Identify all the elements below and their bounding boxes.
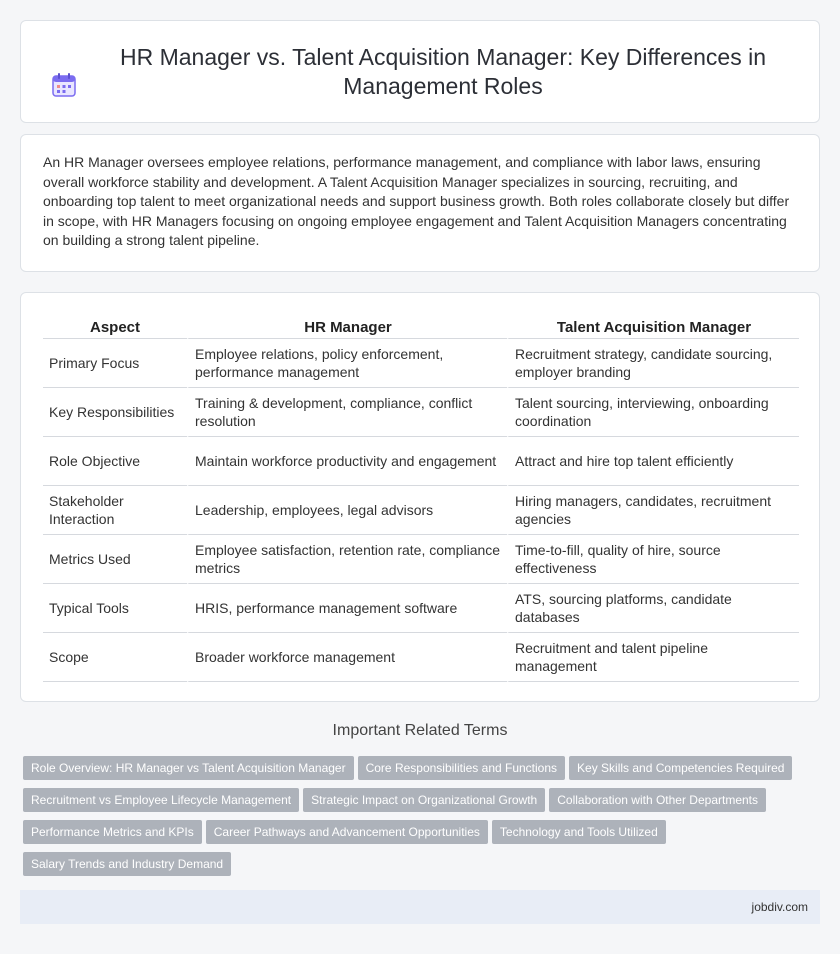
- related-term-tag[interactable]: Performance Metrics and KPIs: [23, 820, 202, 844]
- related-term-tag[interactable]: Role Overview: HR Manager vs Talent Acquisition Manager: [23, 756, 354, 780]
- calendar-icon: [50, 71, 78, 99]
- footer-site-link[interactable]: jobdiv.com: [751, 900, 808, 914]
- related-terms-title: Important Related Terms: [332, 722, 508, 739]
- table-header-row: [43, 315, 799, 339]
- cell-ta-manager: Talent sourcing, interviewing, onboarding coordination: [507, 388, 799, 437]
- cell-aspect: Stakeholder Interaction: [43, 486, 187, 535]
- cell-ta-manager: Recruitment and talent pipeline management: [507, 633, 799, 682]
- table-row: [43, 339, 799, 388]
- related-term-tag[interactable]: Strategic Impact on Organizational Growth: [303, 788, 545, 812]
- table-row: [43, 486, 799, 535]
- table-row: [43, 437, 799, 486]
- cell-ta-manager: Recruitment strategy, candidate sourcing, employer branding: [507, 339, 799, 388]
- header-ta-manager: Talent Acquisition Manager: [507, 315, 799, 339]
- footer: [20, 890, 820, 924]
- cell-aspect: Key Responsibilities: [43, 388, 187, 437]
- cell-aspect: Scope: [43, 633, 187, 682]
- related-term-tag[interactable]: Recruitment vs Employee Lifecycle Management: [23, 788, 299, 812]
- cell-aspect: Primary Focus: [43, 339, 187, 388]
- related-term-tag[interactable]: Collaboration with Other Departments: [549, 788, 766, 812]
- related-term-tag[interactable]: Career Pathways and Advancement Opportunities: [206, 820, 488, 844]
- table-row: [43, 584, 799, 633]
- cell-hr-manager: Maintain workforce productivity and engagement: [187, 437, 507, 486]
- intro-card: [20, 134, 820, 272]
- header-hr-manager: HR Manager: [187, 315, 507, 339]
- table-row: [43, 388, 799, 437]
- related-term-tag[interactable]: Core Responsibilities and Functions: [358, 756, 565, 780]
- cell-hr-manager: Employee satisfaction, retention rate, compliance metrics: [187, 535, 507, 584]
- table-row: [43, 535, 799, 584]
- cell-hr-manager: Training & development, compliance, conflict resolution: [187, 388, 507, 437]
- cell-ta-manager: Hiring managers, candidates, recruitment agencies: [507, 486, 799, 535]
- page-title: HR Manager vs. Talent Acquisition Manager: Key Differences in Management Roles: [119, 43, 767, 99]
- cell-ta-manager: Attract and hire top talent efficiently: [507, 437, 799, 486]
- cell-hr-manager: Leadership, employees, legal advisors: [187, 486, 507, 535]
- intro-text: An HR Manager oversees employee relations, performance management, and compliance with labor laws, ensuring overall workforce stability and development. A Talent Acquisition Manager specializes in sourcing, recruiting, and onboarding top talent to meet organizational needs and support business growth. Both roles collaborate closely but differ in scope, with HR Managers focusing on ongoing employee engagement and Talent Acquisition Managers concentrating on building a strong talent pipeline.: [43, 154, 790, 249]
- related-term-tag[interactable]: Technology and Tools Utilized: [492, 820, 666, 844]
- comparison-table: [43, 315, 799, 682]
- header-aspect: Aspect: [43, 315, 187, 339]
- cell-hr-manager: HRIS, performance management software: [187, 584, 507, 633]
- table-row: [43, 633, 799, 682]
- related-terms-list: [23, 756, 813, 884]
- cell-ta-manager: Time-to-fill, quality of hire, source effectiveness: [507, 535, 799, 584]
- comparison-table-card: [20, 292, 820, 702]
- related-term-tag[interactable]: Salary Trends and Industry Demand: [23, 852, 231, 876]
- cell-aspect: Metrics Used: [43, 535, 187, 584]
- cell-aspect: Role Objective: [43, 437, 187, 486]
- cell-aspect: Typical Tools: [43, 584, 187, 633]
- cell-hr-manager: Broader workforce management: [187, 633, 507, 682]
- title-card: [20, 20, 820, 123]
- cell-hr-manager: Employee relations, policy enforcement, performance management: [187, 339, 507, 388]
- cell-ta-manager: ATS, sourcing platforms, candidate databases: [507, 584, 799, 633]
- related-term-tag[interactable]: Key Skills and Competencies Required: [569, 756, 792, 780]
